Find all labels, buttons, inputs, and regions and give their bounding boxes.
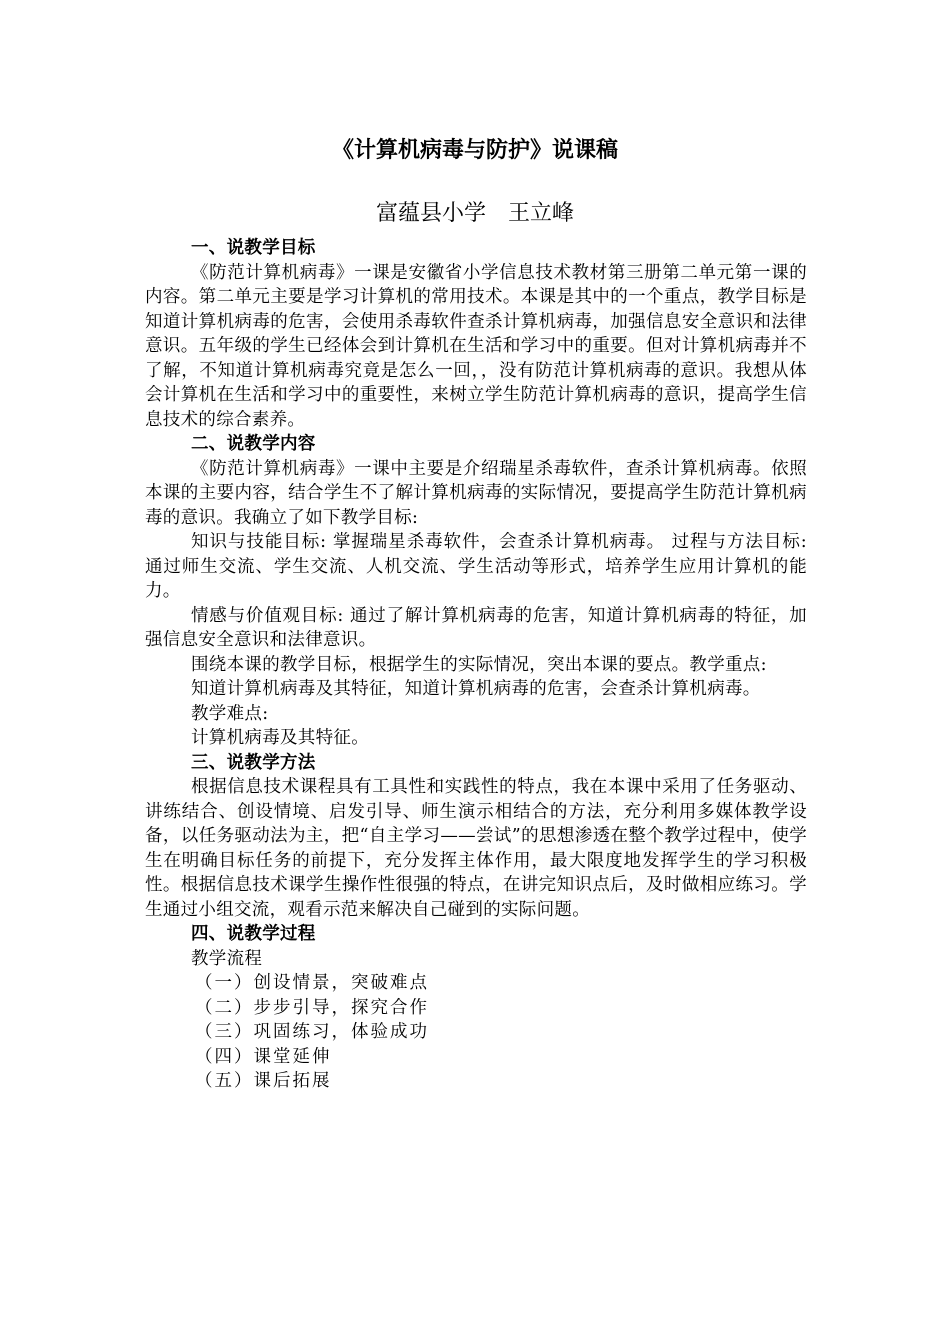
section-heading-content: 二、说教学内容 bbox=[191, 434, 316, 454]
section-heading-methods: 三、说教学方法 bbox=[191, 752, 316, 773]
paragraph: 情感与价值观目标: 通过了解计算机病毒的危害，知道计算机病毒的特征，加强信息安全意识和法律意识。 bbox=[145, 605, 807, 650]
paragraph: 知识与技能目标: 掌握瑞星杀毒软件，会查杀计算机病毒。 过程与方法目标: 通过师生交流、学生交流、人机交流、学生活动等形式，培养学生应用计算机的能力。 bbox=[145, 532, 807, 601]
paragraph: 计算机病毒及其特征。 bbox=[191, 728, 369, 748]
paragraph: 围绕本课的教学目标，根据学生的实际情况，突出本课的要点。教学重点: bbox=[191, 654, 767, 675]
flow-step: （四）课堂延伸 bbox=[195, 1046, 332, 1067]
flow-step: （一）创设情景，突破难点 bbox=[195, 973, 429, 993]
author-line: 富蕴县小学 王立峰 bbox=[375, 201, 574, 226]
paragraph: 《防范计算机病毒》一课是安徽省小学信息技术教材第三册第二单元第一课的内容。第二单元主要是学习计算机的常用技术。本课是其中的一个重点，教学目标是知道计算机病毒的危害，会使用杀毒软件查杀计算机病毒，加强信息安全意识和法律意识。五年级的学生已经体会到计算机在生活和学习中的重要。但对计算机病毒并不了解，不知道计算机病毒究竟是怎么一回，，没有防范计算机病毒的意识。我想从体会计算机在生活和学习中的重要性，来树立学生防范计算机病毒的意识，提高学生信息技术的综合素养。 bbox=[145, 262, 807, 430]
flow-label: 教学流程 bbox=[191, 948, 263, 969]
paragraph: 教学难点: bbox=[191, 703, 269, 724]
flow-step: （二）步步引导，探究合作 bbox=[195, 997, 429, 1018]
flow-step: （三）巩固练习，体验成功 bbox=[195, 1022, 429, 1042]
section-heading-objectives: 一、说教学目标 bbox=[191, 238, 316, 258]
paragraph: 根据信息技术课程具有工具性和实践性的特点，我在本课中采用了任务驱动、讲练结合、创设情境、启发引导、师生演示相结合的方法，充分利用多媒体教学设备，以任务驱动法为主，把“自主学习——尝试”的思想渗透在整个教学过程中，使学生在明确目标任务的前提下，充分发挥主体作用，最大限度地发挥学生的学习积极性。根据信息技术课学生操作性很强的特点，在讲完知识点后，及时做相应练习。学生通过小组交流，观看示范来解决自己碰到的实际问题。 bbox=[145, 777, 807, 920]
paragraph: 知道计算机病毒及其特征，知道计算机病毒的危害，会查杀计算机病毒。 bbox=[191, 679, 761, 699]
paragraph: 《防范计算机病毒》一课中主要是介绍瑞星杀毒软件，查杀计算机病毒。依照本课的主要内容，结合学生不了解计算机病毒的实际情况，要提高学生防范计算机病毒的意识。我确立了如下教学目标: bbox=[145, 458, 807, 528]
document-body bbox=[145, 236, 807, 1094]
flow-step: （五）课后拓展 bbox=[195, 1071, 332, 1091]
section-heading-process: 四、说教学过程 bbox=[191, 924, 316, 944]
document-title: 《计算机病毒与防护》说课稿 bbox=[331, 137, 618, 163]
